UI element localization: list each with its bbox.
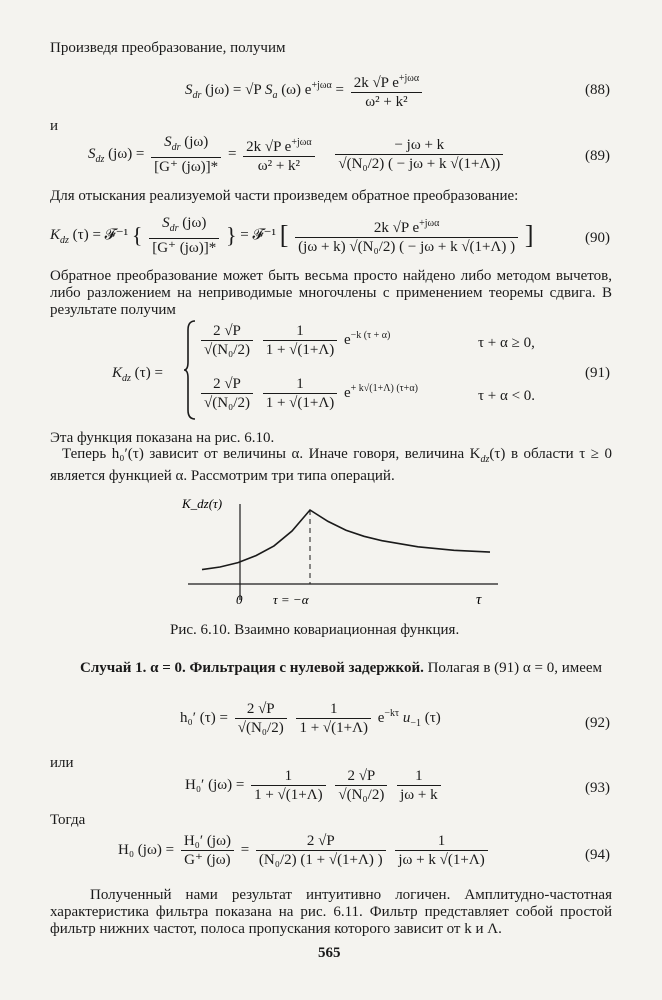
equation-91-case-1: $\frac{2 √P}{\text{√(N₀/2)}}$ $\frac{1}{1 + √(1+\Lambda)}$ $e^{-k (\tau + \alpha)}$ — [198, 322, 390, 359]
equation-93: H₀′ (jω) = $\frac{1}{1 + √(1+\Lambda)}$ $\frac{2 √P}{\text{√(N₀/2)}}$ $\frac{1}{j\omega + k}$ — [185, 767, 444, 804]
equation-91-lhs: $K_{dz}$ (τ) = — [112, 365, 163, 384]
equation-number-91: (91) — [585, 365, 610, 381]
realizable-text: Для отыскания реализуемой части произведем обратное преобразование: — [50, 188, 519, 204]
equation-number-89: (89) — [585, 148, 610, 164]
and-text: и — [50, 118, 59, 134]
page-number: 565 — [318, 945, 341, 961]
figure-reference: Эта функция показана на рис. 6.10. — [50, 430, 275, 446]
equation-88: $S_{dr}$ (jω) = √P $S_a$ (ω) $e^{+j\omega\alpha}$ = $\frac{2k √P e^{+j\omega\alpha}}{\text{ω² + k²}}$ — [185, 70, 425, 111]
conclusion-paragraph: Полученный нами результат интуитивно логичен. Амплитудно-частотная характеристика фильтра показана на рис. 6.11. Фильтр представляет собой простой фильтр нижних частот, полоса пропускания которого зависит от k и Λ. — [50, 887, 612, 937]
paragraph-dependence: Теперь h₀′(τ) зависит от величины α. Иначе говоря, величина $K_{dz}(\tau)$ в области τ ≥ 0 является функцией α. Рассмотрим три типа операций. — [50, 446, 612, 484]
covariance-curve — [202, 510, 490, 570]
x-axis-label: τ — [476, 592, 482, 608]
or-text: или — [50, 755, 74, 771]
figure-6-10 — [180, 490, 510, 615]
equation-number-93: (93) — [585, 780, 610, 796]
equation-number-94: (94) — [585, 847, 610, 863]
case-brace — [184, 320, 196, 420]
equation-number-90: (90) — [585, 230, 610, 246]
eq88-numerator: 2k √P $e^{+j\omega\alpha}$ — [353, 73, 420, 91]
paragraph-residues: Обратное преобразование может быть весьма просто найдено либо методом вычетов, либо разложением на неприводимые многочлены с применением теоремы сдвига. В результате получим — [50, 268, 612, 318]
then-text: Тогда — [50, 812, 86, 828]
equation-91-condition-1: τ + α ≥ 0, — [478, 335, 535, 351]
equation-91-case-2: $\frac{2 √P}{\text{√(N₀/2)}}$ $\frac{1}{1 + √(1+\Lambda)}$ $e^{+ k√(1+\Lambda) (\tau+\alpha)}$ — [198, 375, 418, 412]
equation-number-88: (88) — [585, 82, 610, 98]
y-axis-label: K_dz(τ) — [182, 496, 223, 511]
x-tick-peak: τ = −α — [273, 592, 309, 607]
equation-94: H₀ (jω) = $\frac{\text{H₀′ (jω)}}{G^+ (j\omega)}$ = $\frac{2 √P}{\text{(N₀/2) (1 + √(1+Λ) )}}$ $\frac{1}{j\omega + k √(1+\Lambda)}$ — [118, 832, 491, 869]
equation-number-92: (92) — [585, 715, 610, 731]
case-1-paragraph: Случай 1. α = 0. Фильтрация с нулевой задержкой. Полагая в (91) α = 0, имеем — [80, 660, 603, 676]
equation-92: h₀′ (τ) = $\frac{2 √P}{\text{√(N₀/2)}}$ $\frac{1}{1 + √(1+\Lambda)}$ $e^{-k\tau}$ $u_{-1}$ (τ) — [180, 701, 441, 736]
x-tick-0: 0 — [236, 592, 243, 607]
intro-text: Произведя преобразование, получим — [50, 40, 286, 56]
figure-caption: Рис. 6.10. Взаимно ковариационная функция. — [170, 622, 460, 638]
equation-91-condition-2: τ + α < 0. — [478, 388, 536, 404]
equation-89: $S_{dz}$ (jω) = $\frac{S_{dr} (j\omega)}{[G^+ (j\omega)]*}$ = $\frac{2k √P e^{+j\omega\alpha}}{\text{ω² + k²}}$ $\frac{- j\omega + k}{\text{√(N₀/2) ( − jω + k √(1+Λ))}}$ — [88, 133, 506, 176]
equation-90: $K_{dz}$ (τ) = 𝓕⁻¹ { $\frac{S_{dr} (j\omega)}{[G^+ (j\omega)]*}$ } = 𝓕⁻¹ [ $\frac{2k √P e^{+j\omega\alpha}}{\text{(jω + k) √(N₀/2) ( − jω + k √(1+Λ) )}}$ ] — [50, 215, 534, 256]
